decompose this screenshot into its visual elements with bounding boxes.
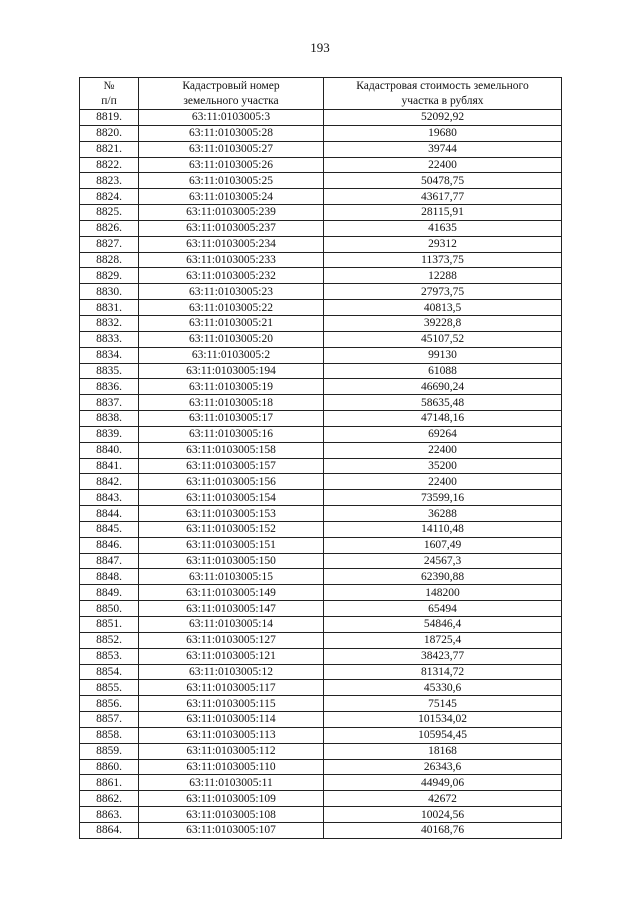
cadastral-value-cell: 36288 [324, 506, 562, 522]
table-row [80, 252, 562, 268]
cadastral-value-cell: 148200 [324, 585, 562, 601]
row-number-cell: 8850. [80, 601, 139, 617]
cadastral-number-cell: 63:11:0103005:21 [139, 315, 324, 331]
page-number: 193 [310, 40, 330, 55]
cadastral-number-cell: 63:11:0103005:157 [139, 458, 324, 474]
cadastral-value-cell: 47148,16 [324, 411, 562, 427]
cadastral-value-cell: 61088 [324, 363, 562, 379]
cadastral-value-cell: 40168,76 [324, 822, 562, 838]
cadastral-number-cell: 63:11:0103005:3 [139, 110, 324, 126]
header-value-line1: Кадастровая стоимость земельного [356, 80, 529, 92]
cadastral-number-cell: 63:11:0103005:15 [139, 569, 324, 585]
row-number-cell: 8841. [80, 458, 139, 474]
cadastral-number-cell: 63:11:0103005:110 [139, 759, 324, 775]
table-row [80, 331, 562, 347]
cadastral-number-cell: 63:11:0103005:27 [139, 141, 324, 157]
table-row [80, 648, 562, 664]
header-value-line2: участка в рублях [401, 94, 484, 107]
cadastral-number-cell: 63:11:0103005:28 [139, 125, 324, 141]
row-number-cell: 8830. [80, 284, 139, 300]
cadastral-number-cell: 63:11:0103005:17 [139, 411, 324, 427]
cadastral-value-cell: 10024,56 [324, 807, 562, 823]
row-number-cell: 8856. [80, 696, 139, 712]
cadastral-number-cell: 63:11:0103005:115 [139, 696, 324, 712]
table-row [80, 315, 562, 331]
cadastral-value-cell: 39744 [324, 141, 562, 157]
row-number-cell: 8819. [80, 110, 139, 126]
table-row [80, 490, 562, 506]
table-row [80, 347, 562, 363]
cadastral-number-cell: 63:11:0103005:127 [139, 632, 324, 648]
cadastral-number-cell: 63:11:0103005:107 [139, 822, 324, 838]
cadastral-number-cell: 63:11:0103005:16 [139, 426, 324, 442]
cadastral-number-cell: 63:11:0103005:232 [139, 268, 324, 284]
cadastral-value-cell: 73599,16 [324, 490, 562, 506]
cadastral-value-cell: 44949,06 [324, 775, 562, 791]
row-number-cell: 8859. [80, 743, 139, 759]
header-cadastral-number [139, 78, 324, 110]
row-number-cell: 8825. [80, 205, 139, 221]
table-row [80, 300, 562, 316]
row-number-cell: 8839. [80, 426, 139, 442]
cadastral-number-cell: 63:11:0103005:25 [139, 173, 324, 189]
cadastral-number-cell: 63:11:0103005:121 [139, 648, 324, 664]
cadastral-number-cell: 63:11:0103005:147 [139, 601, 324, 617]
row-number-cell: 8842. [80, 474, 139, 490]
table-row [80, 189, 562, 205]
cadastral-value-cell: 22400 [324, 442, 562, 458]
table-row [80, 617, 562, 633]
table-row [80, 411, 562, 427]
cadastral-value-cell: 39228,8 [324, 315, 562, 331]
cadastral-number-cell: 63:11:0103005:23 [139, 284, 324, 300]
table-row [80, 442, 562, 458]
row-number-cell: 8851. [80, 617, 139, 633]
table-row [80, 157, 562, 173]
header-number-line2: п/п [101, 94, 117, 107]
row-number-cell: 8823. [80, 173, 139, 189]
cadastral-value-cell: 101534,02 [324, 712, 562, 728]
cadastral-value-cell: 18168 [324, 743, 562, 759]
cadastral-number-cell: 63:11:0103005:2 [139, 347, 324, 363]
cadastral-number-cell: 63:11:0103005:237 [139, 220, 324, 236]
table-row [80, 822, 562, 838]
table-row [80, 506, 562, 522]
row-number-cell: 8843. [80, 490, 139, 506]
row-number-cell: 8835. [80, 363, 139, 379]
table-row [80, 712, 562, 728]
table-row [80, 521, 562, 537]
cadastral-value-cell: 12288 [324, 268, 562, 284]
header-cadastral-value [324, 78, 562, 110]
row-number-cell: 8848. [80, 569, 139, 585]
table-row [80, 537, 562, 553]
row-number-cell: 8849. [80, 585, 139, 601]
row-number-cell: 8832. [80, 315, 139, 331]
cadastral-value-cell: 35200 [324, 458, 562, 474]
cadastral-value-cell: 105954,45 [324, 727, 562, 743]
table-row [80, 727, 562, 743]
cadastral-value-cell: 22400 [324, 157, 562, 173]
cadastral-value-cell: 45330,6 [324, 680, 562, 696]
cadastral-value-cell: 65494 [324, 601, 562, 617]
cadastral-number-cell: 63:11:0103005:18 [139, 395, 324, 411]
table-row [80, 632, 562, 648]
cadastral-value-cell: 28115,91 [324, 205, 562, 221]
header-number [80, 78, 139, 110]
cadastral-value-cell: 26343,6 [324, 759, 562, 775]
cadastral-value-cell: 45107,52 [324, 331, 562, 347]
table-row [80, 743, 562, 759]
row-number-cell: 8821. [80, 141, 139, 157]
cadastral-number-cell: 63:11:0103005:158 [139, 442, 324, 458]
table-row [80, 426, 562, 442]
cadastral-number-cell: 63:11:0103005:117 [139, 680, 324, 696]
cadastral-number-cell: 63:11:0103005:156 [139, 474, 324, 490]
row-number-cell: 8863. [80, 807, 139, 823]
cadastral-number-cell: 63:11:0103005:239 [139, 205, 324, 221]
row-number-cell: 8860. [80, 759, 139, 775]
row-number-cell: 8820. [80, 125, 139, 141]
cadastral-value-cell: 81314,72 [324, 664, 562, 680]
cadastral-value-cell: 52092,92 [324, 110, 562, 126]
cadastral-value-cell: 24567,3 [324, 553, 562, 569]
header-cadastral-line1: Кадастровый номер [182, 80, 280, 92]
row-number-cell: 8828. [80, 252, 139, 268]
cadastral-number-cell: 63:11:0103005:11 [139, 775, 324, 791]
cadastral-value-cell: 22400 [324, 474, 562, 490]
table-row [80, 664, 562, 680]
cadastral-number-cell: 63:11:0103005:109 [139, 791, 324, 807]
cadastral-number-cell: 63:11:0103005:151 [139, 537, 324, 553]
cadastral-number-cell: 63:11:0103005:150 [139, 553, 324, 569]
row-number-cell: 8829. [80, 268, 139, 284]
cadastral-number-cell: 63:11:0103005:114 [139, 712, 324, 728]
row-number-cell: 8854. [80, 664, 139, 680]
row-number-cell: 8853. [80, 648, 139, 664]
row-number-cell: 8836. [80, 379, 139, 395]
cadastral-number-cell: 63:11:0103005:234 [139, 236, 324, 252]
header-cadastral-line2: земельного участка [183, 94, 279, 107]
cadastral-number-cell: 63:11:0103005:20 [139, 331, 324, 347]
table-row [80, 236, 562, 252]
header-row [80, 78, 562, 110]
cadastral-value-cell: 62390,88 [324, 569, 562, 585]
cadastral-number-cell: 63:11:0103005:26 [139, 157, 324, 173]
table-row [80, 759, 562, 775]
row-number-cell: 8824. [80, 189, 139, 205]
table-row [80, 585, 562, 601]
row-number-cell: 8833. [80, 331, 139, 347]
table-row [80, 775, 562, 791]
table-body [80, 110, 562, 839]
table-row [80, 141, 562, 157]
row-number-cell: 8858. [80, 727, 139, 743]
row-number-cell: 8831. [80, 300, 139, 316]
table-row [80, 220, 562, 236]
cadastral-value-cell: 41635 [324, 220, 562, 236]
table-header [80, 78, 562, 110]
row-number-cell: 8827. [80, 236, 139, 252]
row-number-cell: 8840. [80, 442, 139, 458]
cadastral-number-cell: 63:11:0103005:154 [139, 490, 324, 506]
table-row [80, 791, 562, 807]
row-number-cell: 8838. [80, 411, 139, 427]
row-number-cell: 8857. [80, 712, 139, 728]
row-number-cell: 8845. [80, 521, 139, 537]
cadastral-value-cell: 14110,48 [324, 521, 562, 537]
cadastral-value-cell: 27973,75 [324, 284, 562, 300]
cadastral-value-cell: 50478,75 [324, 173, 562, 189]
row-number-cell: 8864. [80, 822, 139, 838]
row-number-cell: 8837. [80, 395, 139, 411]
cadastral-value-cell: 19680 [324, 125, 562, 141]
row-number-cell: 8862. [80, 791, 139, 807]
cadastral-number-cell: 63:11:0103005:22 [139, 300, 324, 316]
row-number-cell: 8846. [80, 537, 139, 553]
cadastral-value-cell: 58635,48 [324, 395, 562, 411]
cadastral-value-cell: 18725,4 [324, 632, 562, 648]
row-number-cell: 8844. [80, 506, 139, 522]
table-row [80, 696, 562, 712]
cadastral-value-cell: 43617,77 [324, 189, 562, 205]
cadastral-number-cell: 63:11:0103005:14 [139, 617, 324, 633]
cadastral-number-cell: 63:11:0103005:194 [139, 363, 324, 379]
cadastral-value-cell: 69264 [324, 426, 562, 442]
cadastral-number-cell: 63:11:0103005:113 [139, 727, 324, 743]
cadastral-number-cell: 63:11:0103005:149 [139, 585, 324, 601]
cadastral-value-cell: 99130 [324, 347, 562, 363]
table-row [80, 173, 562, 189]
table-row [80, 110, 562, 126]
cadastral-value-table [79, 77, 562, 839]
cadastral-number-cell: 63:11:0103005:19 [139, 379, 324, 395]
table-row [80, 395, 562, 411]
cadastral-value-cell: 29312 [324, 236, 562, 252]
table-row [80, 125, 562, 141]
cadastral-value-cell: 75145 [324, 696, 562, 712]
table-row [80, 458, 562, 474]
row-number-cell: 8855. [80, 680, 139, 696]
row-number-cell: 8847. [80, 553, 139, 569]
cadastral-value-cell: 42672 [324, 791, 562, 807]
header-number-line1: № [103, 80, 115, 92]
row-number-cell: 8834. [80, 347, 139, 363]
table-row [80, 474, 562, 490]
cadastral-number-cell: 63:11:0103005:153 [139, 506, 324, 522]
cadastral-value-cell: 11373,75 [324, 252, 562, 268]
row-number-cell: 8826. [80, 220, 139, 236]
table-row [80, 680, 562, 696]
table-row [80, 569, 562, 585]
row-number-cell: 8852. [80, 632, 139, 648]
cadastral-number-cell: 63:11:0103005:12 [139, 664, 324, 680]
cadastral-value-cell: 54846,4 [324, 617, 562, 633]
table-row [80, 553, 562, 569]
cadastral-value-cell: 40813,5 [324, 300, 562, 316]
table-row [80, 379, 562, 395]
table-row [80, 601, 562, 617]
cadastral-number-cell: 63:11:0103005:112 [139, 743, 324, 759]
cadastral-number-cell: 63:11:0103005:152 [139, 521, 324, 537]
cadastral-value-cell: 1607,49 [324, 537, 562, 553]
table-row [80, 268, 562, 284]
cadastral-value-cell: 46690,24 [324, 379, 562, 395]
cadastral-number-cell: 63:11:0103005:108 [139, 807, 324, 823]
table-row [80, 363, 562, 379]
cadastral-number-cell: 63:11:0103005:233 [139, 252, 324, 268]
table-row [80, 284, 562, 300]
row-number-cell: 8861. [80, 775, 139, 791]
table-row [80, 205, 562, 221]
table-row [80, 807, 562, 823]
cadastral-number-cell: 63:11:0103005:24 [139, 189, 324, 205]
cadastral-value-cell: 38423,77 [324, 648, 562, 664]
row-number-cell: 8822. [80, 157, 139, 173]
